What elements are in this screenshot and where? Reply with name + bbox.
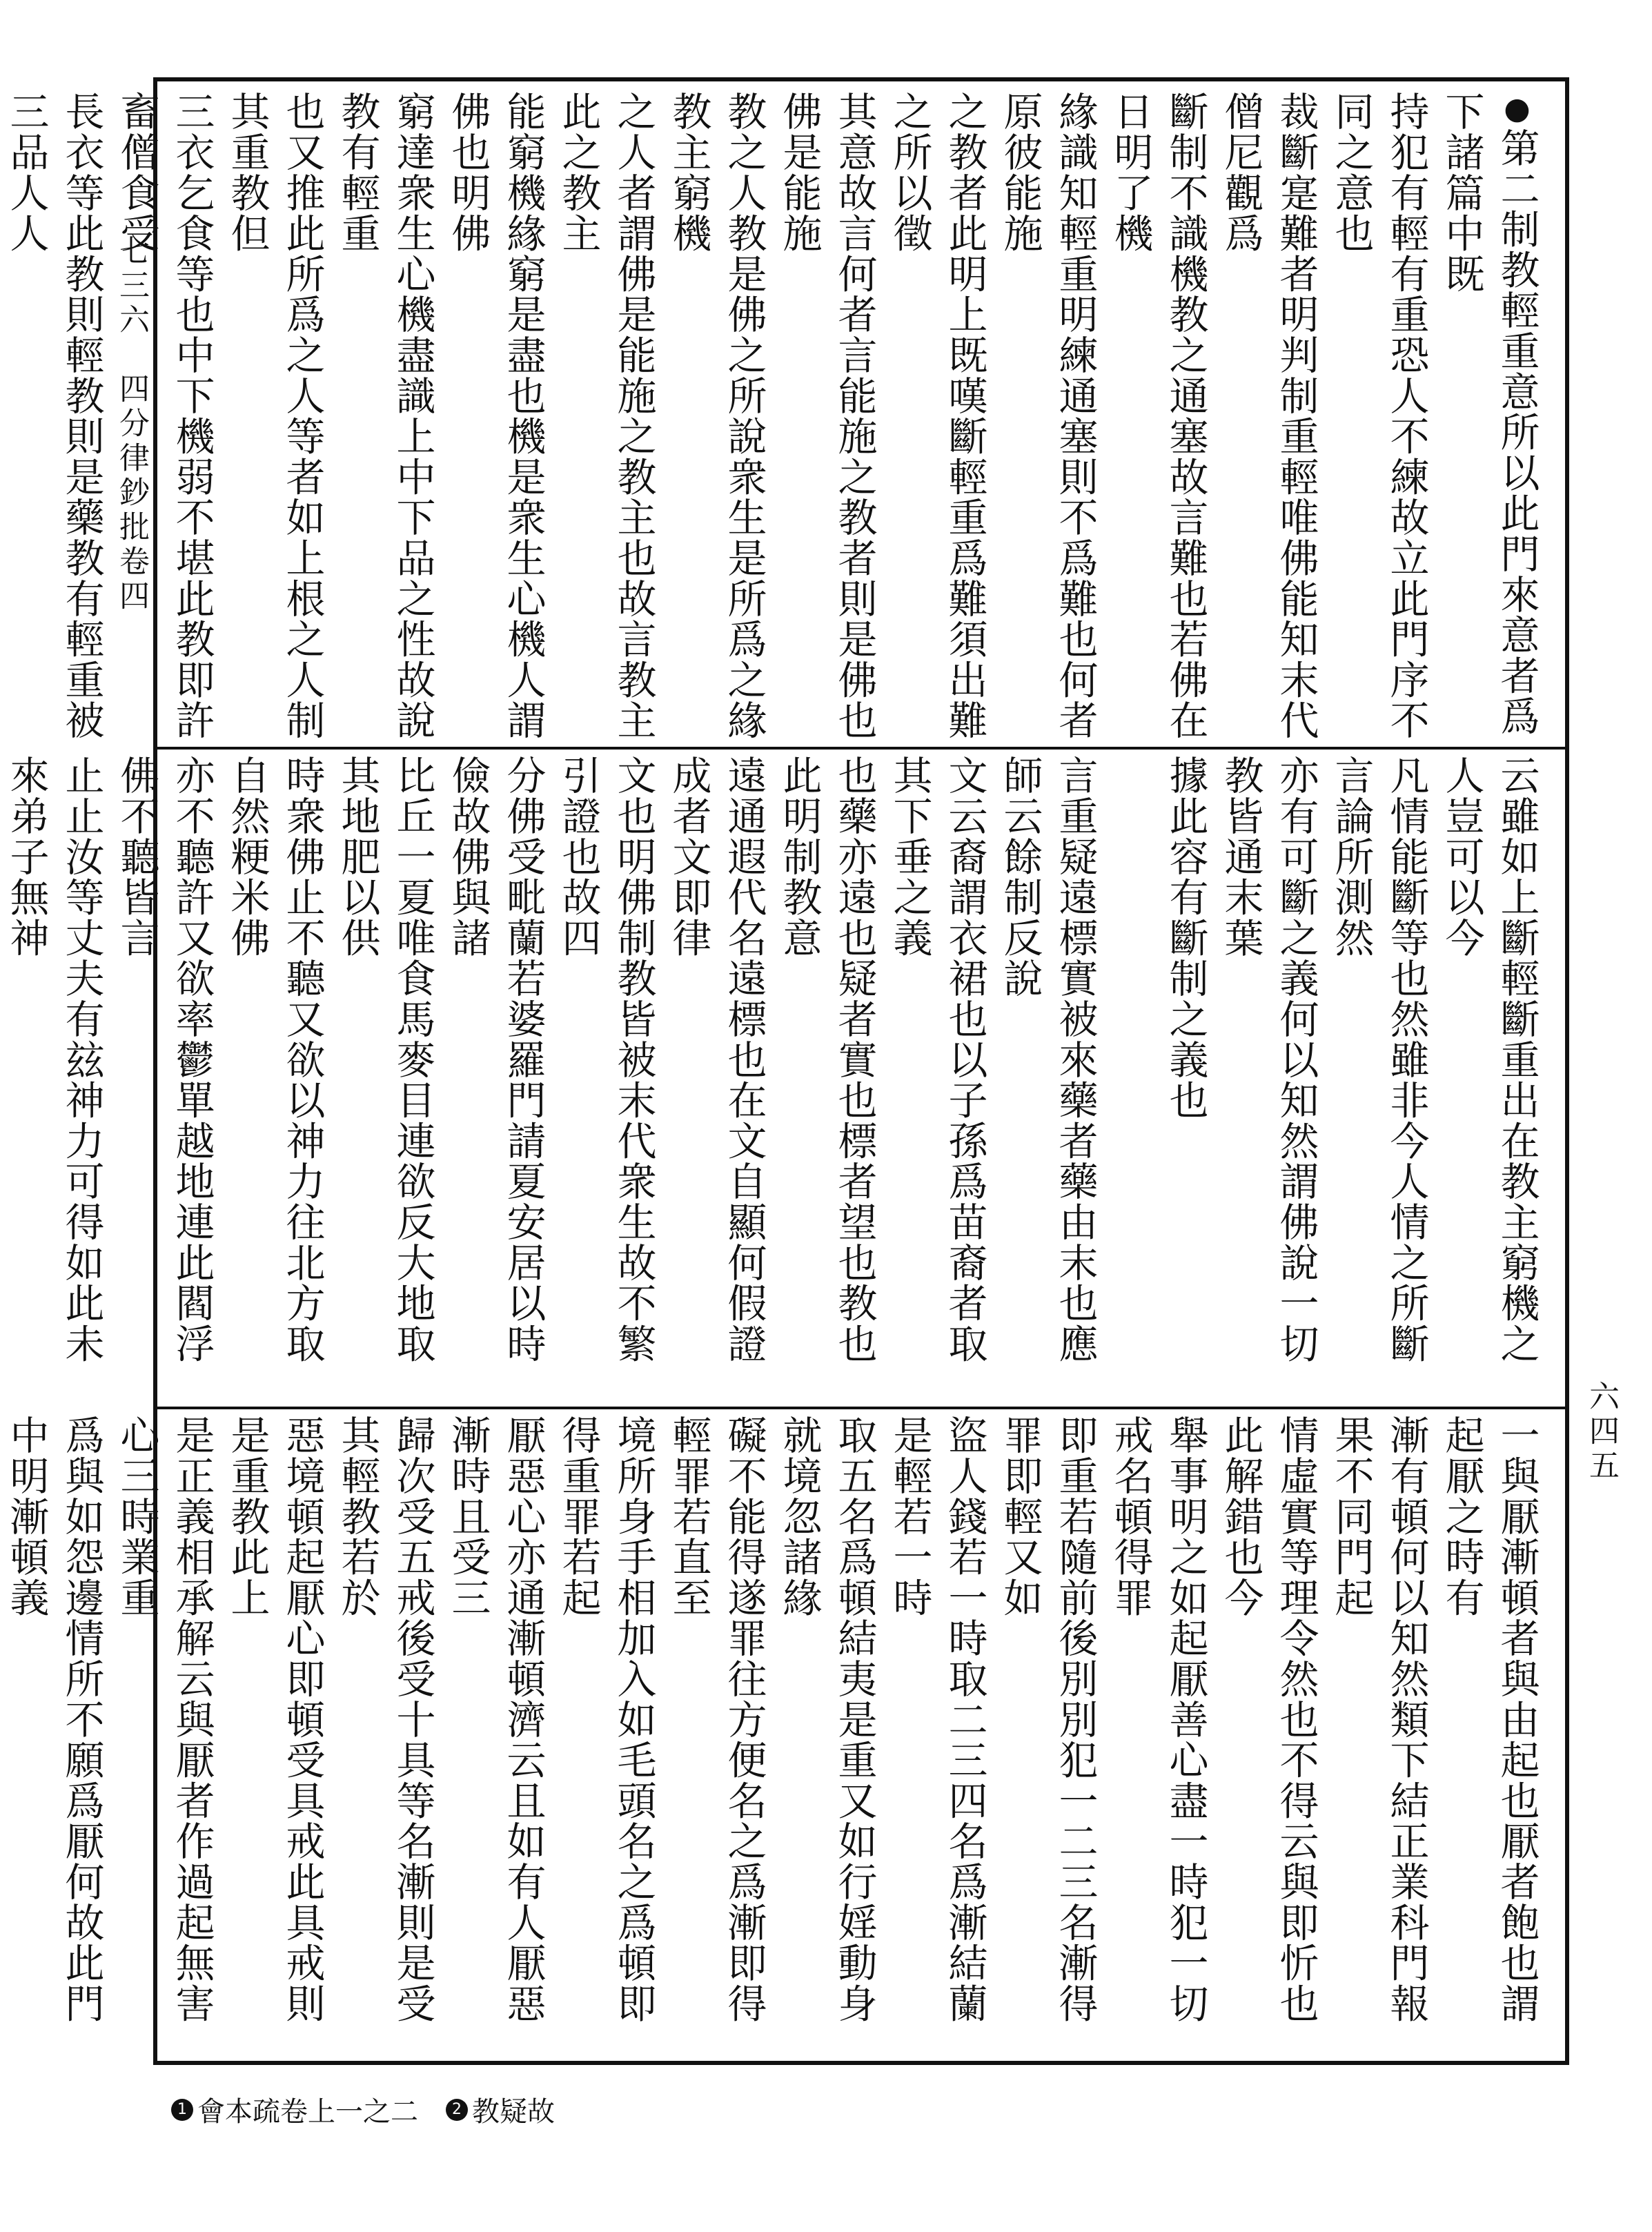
text-column: 遠通遐代名遠標也在文自顯何假證成者文即律 [666, 755, 767, 1364]
text-column: 比丘一夏唯食馬麥目連欲反大地取其地肥以供 [335, 755, 435, 1364]
text-column: 也藥亦遠也疑者實也標者望也教也此明制教意 [776, 755, 877, 1364]
text-column: 持犯有輕有重恐人不練故立此門序不同之意也 [1328, 91, 1429, 741]
footnote-2 [446, 2090, 555, 2129]
text-column: 盜人錢若一時取二三四名爲漸結蘭是輕若一時 [887, 1415, 987, 2024]
text-column: 境所身手相加入如毛頭名之爲頓即得重罪若起 [555, 1415, 656, 2024]
middle-register [3, 755, 1544, 1404]
text-column: 亦不聽許又欲率鬱單越地連此閻浮佛不聽皆言 [114, 755, 215, 1364]
text-column: 礙不能得遂罪往方便名之爲漸即得輕罪若直至 [666, 1415, 767, 2024]
text-column: 分佛受毗蘭若婆羅門請夏安居以時儉故佛與諸 [445, 755, 546, 1364]
register-divider [157, 1407, 1565, 1409]
text-column [1103, 755, 1158, 1404]
text-column: 止止汝等丈夫有玆神力可得如此未來弟子無神 [3, 755, 104, 1364]
footnote-marker: 2 [446, 2099, 468, 2121]
text-column: 窮達衆生心機盡識上中下品之性故說教有輕重 [335, 91, 435, 741]
text-column: 亦有可斷之義何以知然謂佛說一切教皆通末葉 [1218, 755, 1319, 1364]
text-column: 緣識知輕重明練通塞則不爲難也何者原彼能施 [997, 91, 1098, 741]
text-column: 文也明佛制教皆被末代衆生故不繁引證也故四 [555, 755, 656, 1364]
text-column: 舉事明之如起厭善心盡一時犯一切戒名頓得罪 [1108, 1415, 1208, 2024]
text-column: 之教者此明上既嘆斷輕重爲難須出難之所以徵 [887, 91, 987, 741]
page-number: 六四五 [1584, 1380, 1619, 1484]
register-divider [157, 747, 1565, 750]
text-column: ●第二制教輕重意所以此門來意者爲下諸篇中既 [1439, 91, 1540, 736]
text-column: 一與厭漸頓者與由起也厭者飽也謂起厭之時有 [1439, 1415, 1540, 2024]
text-column: 凡情能斷等也然雖非今人情之所斷言論所測然 [1328, 755, 1429, 1364]
lower-register [3, 1415, 1544, 2057]
footnote-marker: 1 [171, 2099, 193, 2121]
text-column: 之人者謂佛是能施之教主也故言教主此之教主 [555, 91, 656, 741]
text-column: 文云裔謂衣裙也以子孫爲苗裔者取其下垂之義 [887, 755, 987, 1364]
text-column: 裁斷寔難者明判制重輕唯佛能知末代僧尼觀爲 [1218, 91, 1319, 741]
text-column: 情虛實等理令然也不得云與即忻也此解錯也今 [1218, 1415, 1319, 2024]
footnote-text: 教疑故 [472, 2096, 555, 2128]
text-column: 即重若隨前後別別犯一二三名漸得罪即輕又如 [997, 1415, 1098, 2024]
text-column: 取五名爲頓結夷是重又如行婬動身就境忽諸緣 [776, 1415, 877, 2024]
footnote-text: 會本疏卷上一之二 [197, 2096, 418, 2128]
text-column: 惡境頓起厭心即頓受具戒此具戒則是重教此上 [224, 1415, 325, 2024]
text-column: 其意故言何者言能施之教者則是佛也佛是能施 [776, 91, 877, 741]
footnotes [171, 2090, 555, 2129]
footnote-1 [171, 2090, 418, 2129]
text-column: 能窮機緣窮是盡也機是衆生心機人謂佛也明佛 [445, 91, 546, 741]
volume-page-label: 七三六 四分律鈔批卷四 [114, 235, 149, 614]
text-column: 云雖如上斷輕斷重出在教主窮機之人豈可以今 [1439, 755, 1540, 1364]
text-column: 言重疑遠標實被來藥者藥由末也應師云餘制反說 [997, 755, 1098, 1364]
text-column: 時衆佛止不聽又欲以神力往北方取自然粳米佛 [224, 755, 325, 1364]
text-column: 是正義相承解云與厭者作過起無害心三時業重 [114, 1415, 215, 2024]
text-column: 歸次受五戒後受十具等名漸則是受其輕教若於 [335, 1415, 435, 2024]
text-column: 也又推此所爲之人等者如上根之人制其重教但 [224, 91, 325, 741]
text-column: 三衣乞食等也中下機弱不堪此教即許畜僧食受 [114, 91, 215, 741]
text-column: 斷制不識機教之通塞故言難也若佛在日明了機 [1108, 91, 1208, 741]
text-column: 爲與如怨邊情所不願爲厭何故此門中明漸頓義 [3, 1415, 104, 2024]
text-column: 長衣等此教則輕教則是藥教有輕重被三品人人 [3, 91, 104, 741]
text-column: 教之人教是佛之所說衆生是所爲之緣教主窮機 [666, 91, 767, 741]
text-column: 厭惡心亦通漸頓濟云且如有人厭惡漸時且受三 [445, 1415, 546, 2024]
section-bullet: ● [1499, 91, 1535, 128]
text-column: 漸有頓何以知然類下結正業科門報果不同門起 [1328, 1415, 1429, 2024]
text-column: 據此容有斷制之義也 [1163, 755, 1208, 1121]
